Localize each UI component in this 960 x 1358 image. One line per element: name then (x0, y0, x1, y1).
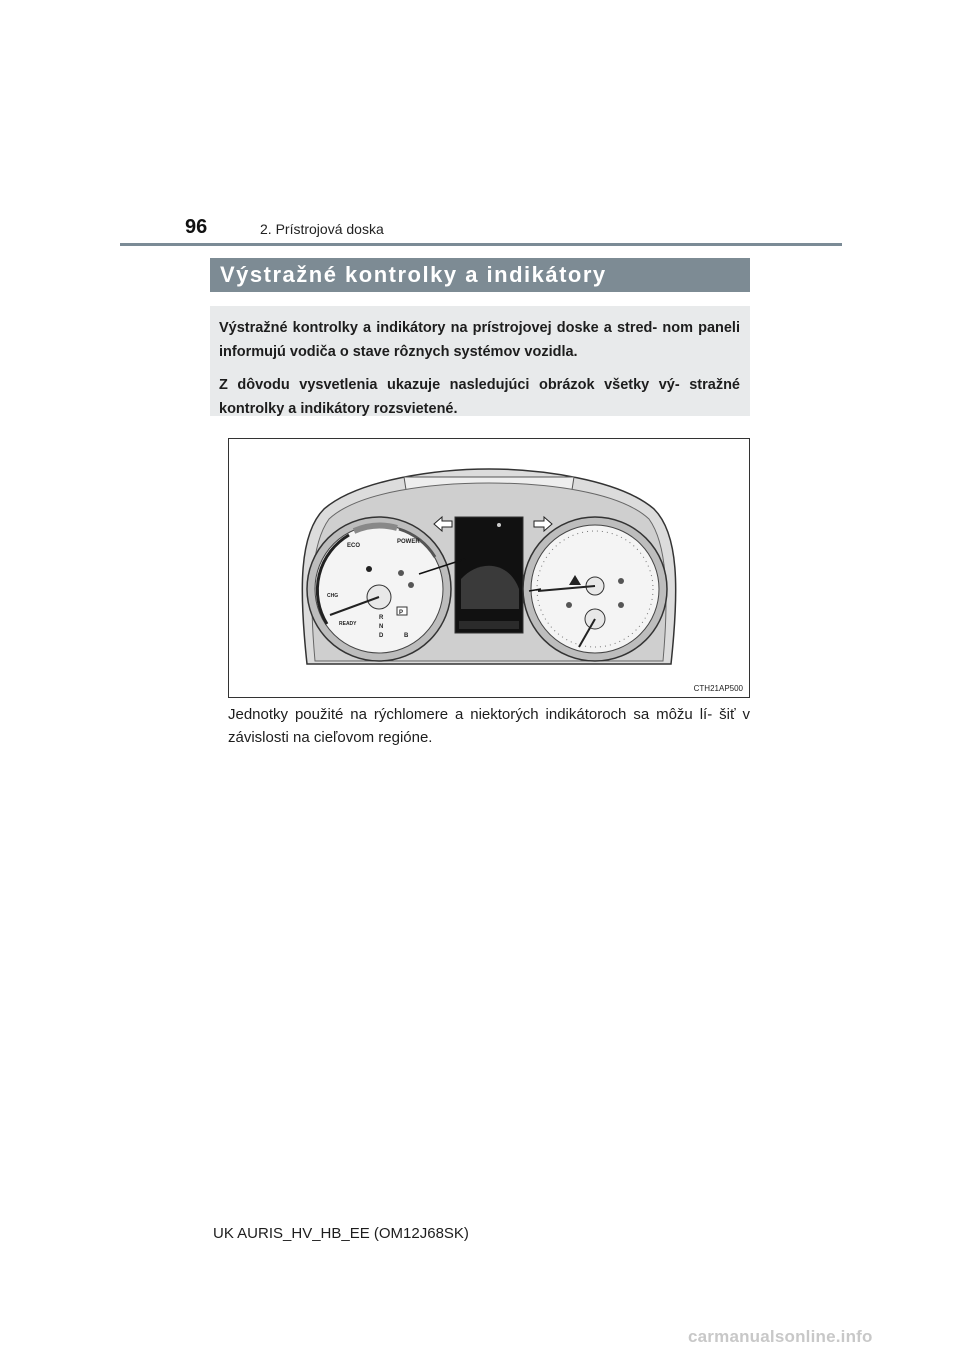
section-title-bar (210, 258, 750, 292)
figure-caption: Jednotky použité na rýchlomere a niektorých indikátoroch sa môžu lí- šiť v závislosti na cieľovom regióne. (228, 706, 750, 746)
instrument-cluster-figure (228, 438, 750, 698)
headlight-indicator-icon (366, 566, 372, 572)
seatbelt-reminder-icon (408, 582, 414, 588)
breadcrumb: 2. Prístrojová doska (260, 221, 384, 237)
chg-label: CHG (327, 593, 339, 599)
brake-warning-icon (398, 570, 404, 576)
footer-model-code: UK AURIS_HV_HB_EE (OM12J68SK) (213, 1225, 469, 1242)
abs-warning-icon (618, 578, 624, 584)
gear-d-label: D (379, 633, 384, 639)
gear-n-label: N (379, 624, 384, 630)
low-fuel-icon (618, 602, 624, 608)
intro-paragraph-1: Výstražné kontrolky a indikátory na prístrojovej doske a stred- nom paneli informujú vodiča o stave rôznych systémov vozidla. (219, 320, 740, 360)
gear-r-label: R (379, 615, 384, 621)
intro-box (210, 306, 750, 416)
section-title: Výstražné kontrolky a indikátory (220, 262, 607, 287)
eco-label: ECO (347, 543, 361, 549)
display-icon-strip (459, 621, 519, 629)
page-number: 96 (185, 216, 208, 238)
ready-label: READY (339, 621, 357, 627)
figure-code: CTH21AP500 (693, 684, 743, 693)
instrument-cluster-illustration (229, 439, 749, 697)
engine-check-icon (566, 602, 572, 608)
intro-paragraph-2: Z dôvodu vysvetlenia ukazuje nasledujúci obrázok všetky vý- stražné kontrolky a indikátory rozsvietené. (219, 377, 740, 417)
header-divider (120, 243, 842, 246)
gear-b-label: B (404, 633, 409, 639)
gear-p-label: P (399, 610, 404, 616)
watermark: carmanualsonline.info (688, 1327, 873, 1346)
power-label: POWER (397, 539, 420, 545)
display-indicator-dot (497, 523, 501, 527)
